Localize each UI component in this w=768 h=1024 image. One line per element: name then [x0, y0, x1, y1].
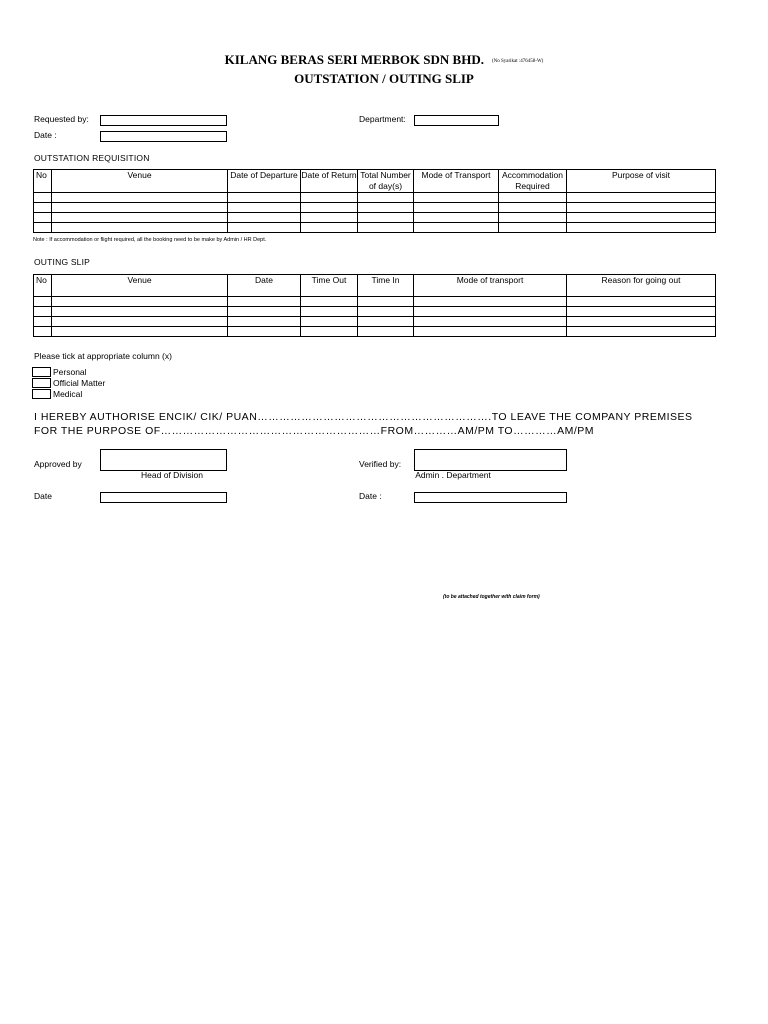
requested-by-label: Requested by: — [34, 114, 89, 124]
registration-number: (No Syarikat :476458-W) — [491, 58, 544, 64]
requested-by-field[interactable] — [100, 115, 227, 126]
approved-by-label: Approved by — [34, 459, 82, 469]
outing-header-date: Date — [228, 275, 301, 297]
outstation-header-days: Total Number of day(s) — [358, 170, 414, 193]
outing-header-no: No — [34, 275, 52, 297]
form-title: OUTSTATION / OUTING SLIP — [294, 71, 474, 86]
outstation-table — [33, 169, 716, 233]
official-matter-checkbox[interactable] — [32, 378, 51, 388]
company-name — [0, 52, 768, 68]
company-title: KILANG BERAS SERI MERBOK SDN BHD. — [224, 52, 484, 67]
outing-header-time-in: Time In — [358, 275, 414, 297]
outing-section-title: OUTING SLIP — [34, 257, 91, 267]
approval-date-label: Date — [34, 491, 52, 501]
approval-date-field[interactable] — [100, 492, 227, 503]
tick-instruction: Please tick at appropriate column (x) — [34, 351, 172, 361]
authorise-line-1: I HEREBY AUTHORISE ENCIK/ CIK/ PUAN……………………………………………………….TO LEAVE THE COMPANY PREMISES — [34, 411, 693, 423]
personal-checkbox[interactable] — [32, 367, 51, 377]
outstation-header-departure: Date of Departure — [228, 170, 301, 193]
booking-note: Note : If accommodation or flight required, all the booking need to be make by Admin / HR Dept. — [33, 237, 267, 243]
outing-header-reason: Reason for going out — [567, 275, 716, 297]
table-row[interactable] — [34, 223, 716, 233]
outstation-section-title: OUTSTATION REQUISITION — [34, 153, 150, 163]
table-row[interactable] — [34, 213, 716, 223]
claim-form-note: (to be attached together with claim form) — [443, 594, 540, 600]
outstation-header-venue: Venue — [52, 170, 228, 193]
head-of-division-label: Head of Division — [141, 470, 203, 480]
authorise-line-2: FOR THE PURPOSE OF……………………………………………………FROM…………AM/PM TO…………AM/PM — [34, 425, 595, 437]
admin-department-label: Admin . Department — [415, 470, 491, 480]
table-row[interactable] — [34, 297, 716, 307]
personal-label: Personal — [53, 367, 87, 377]
verified-date-label: Date : — [359, 491, 382, 501]
medical-label: Medical — [53, 389, 83, 399]
table-row[interactable] — [34, 203, 716, 213]
outstation-header-purpose: Purpose of visit — [567, 170, 716, 193]
outing-header-time-out: Time Out — [301, 275, 358, 297]
outstation-header-accommodation: Accommodation Required — [499, 170, 567, 193]
table-row[interactable] — [34, 327, 716, 337]
approved-by-signature-box[interactable] — [100, 449, 227, 471]
medical-checkbox[interactable] — [32, 389, 51, 399]
verified-by-label: Verified by: — [359, 459, 402, 469]
outstation-header-transport: Mode of Transport — [414, 170, 499, 193]
verified-date-field[interactable] — [414, 492, 567, 503]
verified-by-signature-box[interactable] — [414, 449, 567, 471]
date-label: Date : — [34, 130, 57, 140]
outing-header-transport: Mode of transport — [414, 275, 567, 297]
outing-table — [33, 274, 716, 337]
department-label: Department: — [359, 114, 406, 124]
table-row[interactable] — [34, 317, 716, 327]
outstation-header-no: No — [34, 170, 52, 193]
outing-header-venue: Venue — [52, 275, 228, 297]
date-field[interactable] — [100, 131, 227, 142]
table-row[interactable] — [34, 193, 716, 203]
table-row[interactable] — [34, 307, 716, 317]
department-field[interactable] — [414, 115, 499, 126]
outstation-header-return: Date of Return — [301, 170, 358, 193]
official-matter-label: Official Matter — [53, 378, 106, 388]
